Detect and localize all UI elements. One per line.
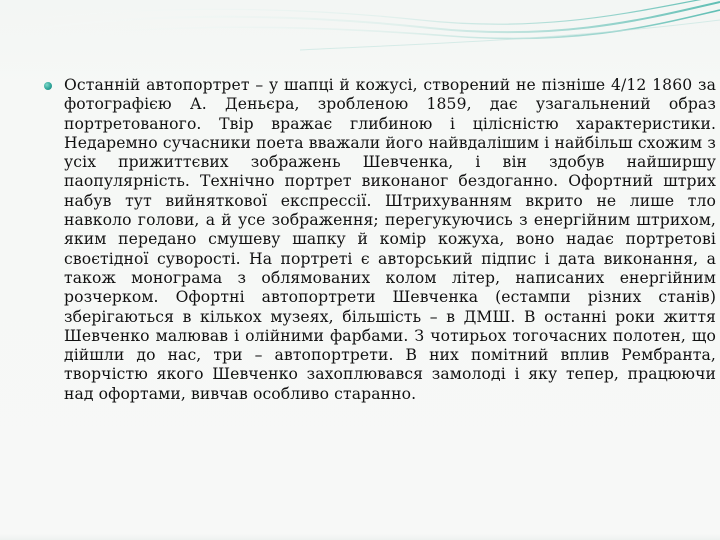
- body-paragraph: Останній автопортрет – у шапці й кожусі, створений не пізніше 4/12 1860 за фотографією А. Деньєра, зробленою 1859, дає узагальнений образ портретованого. Твір вражає глибиною і цілісністю характеристики. Недаремно сучасники поета вважали його найвдалішим і найбільш схожим з усіх прижиттєвих зображень Шевченка, і він здобув найширшу паопулярність. Технічно портрет виконаног бездоганно. Офортний штрих набув тут вийняткової експрессії. Штрихуванням вкрито не лише тло навколо голови, а й усе зображення; перегукуючись з енергійним штрихом, яким передано смушеву шапку й комір кожуха, воно надає портретові своєтідної суворості. На портреті є авторський підпис і дата виконання, а також монограма з облямованих колом літер, написаних енергійним розчерком. Офортні автопортрети Шевченка (естампи різних станів) зберігаються в кількох музеях, більшість – в ДМШ. В останні роки життя Шевченко малював і олійними фарбами. З чотирьох тогочасних полотен, що дійшли до нас, три – автопортрети. В них помітний вплив Рембранта, творчістю якого Шевченко захоплювався замолоді і яку тепер, працюючи над офортами, вивчав особливо старанно.: [64, 76, 716, 403]
- bullet-dot-icon: [44, 82, 52, 90]
- wave-decoration: [0, 0, 720, 60]
- bottom-edge: [0, 534, 720, 540]
